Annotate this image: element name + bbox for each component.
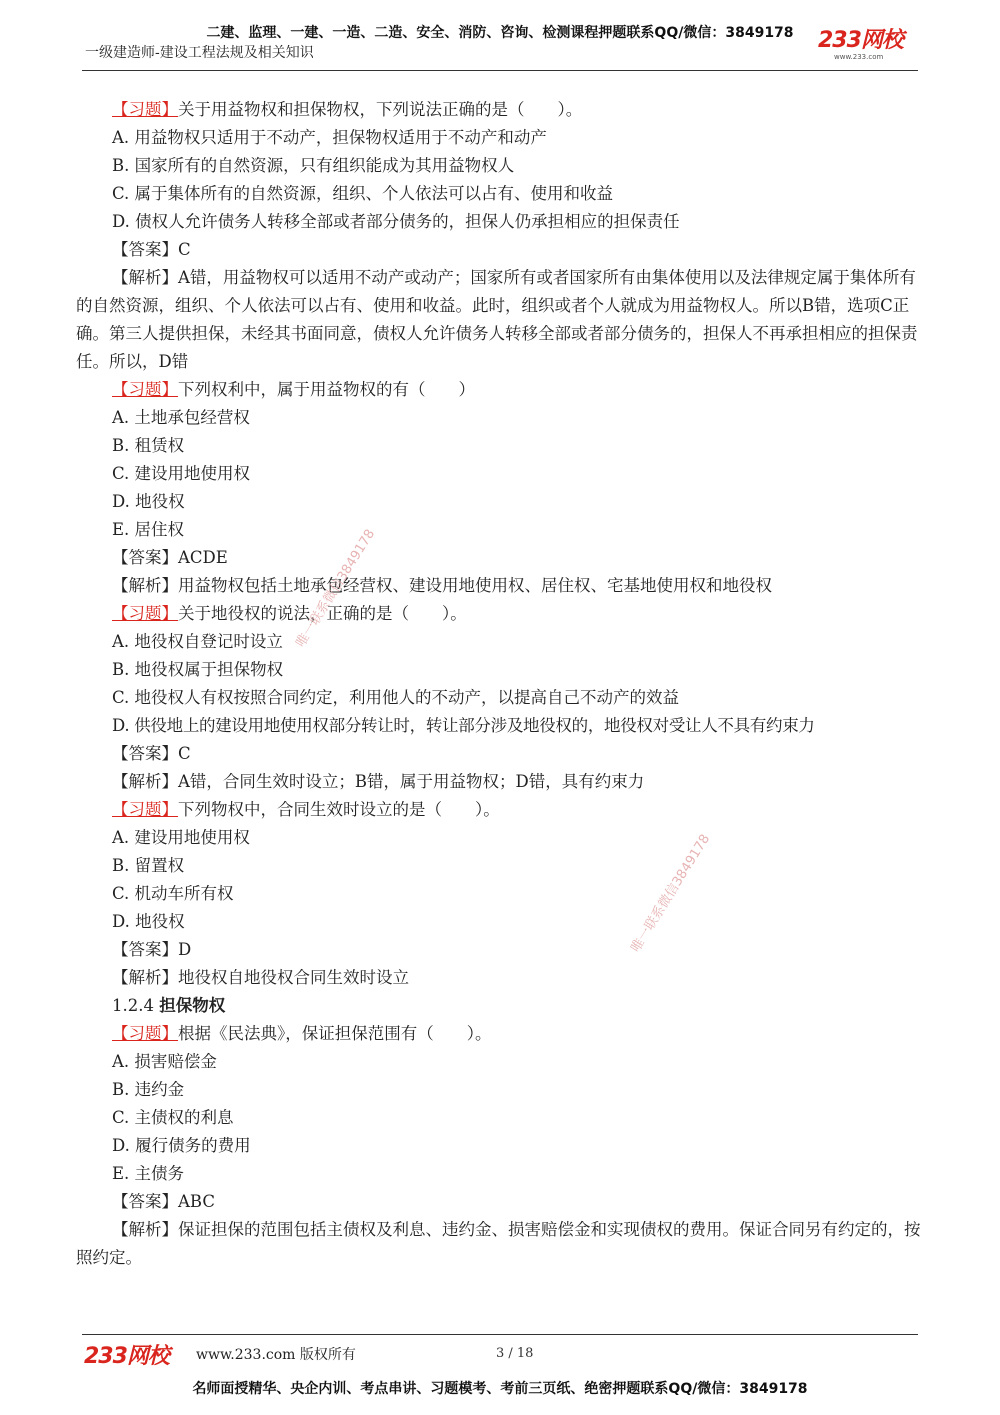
option: D. 供役地上的建设用地使用权部分转让时，转让部分涉及地役权的，地役权对受让人不具有约束力 [112,716,815,735]
exercise-tag: 【习题】 [112,1024,178,1043]
option: C. 地役权人有权按照合同约定，利用他人的不动产，以提高自己不动产的效益 [112,688,680,707]
section-heading [76,992,924,1020]
answer: 【答案】ACDE [112,548,228,567]
question-text: 下列权利中，属于用益物权的有（ ） [178,380,475,399]
option: A. 土地承包经营权 [112,408,250,427]
analysis-text: 保证担保的范围包括主债权及利息、违约金、损害赔偿金和实现债权的费用。保证合同另有约定的，按照约定。 [76,1220,921,1267]
question-text: 关于用益物权和担保物权，下列说法正确的是（ ）。 [178,100,583,119]
analysis-text: A错，合同生效时设立；B错，属于用益物权；D错，具有约束力 [178,772,645,791]
option: A. 地役权自登记时设立 [112,632,283,651]
question-stem [76,376,924,404]
section-number: 1.2.4 [112,996,154,1015]
watermark: 唯一联系微信3849178 [628,831,714,956]
question-stem [76,600,924,628]
option: A. 损害赔偿金 [112,1052,217,1071]
footer-logo: 233网校 [84,1344,169,1369]
option: C. 机动车所有权 [112,884,234,903]
exercise-tag: 【习题】 [112,100,178,119]
logo-url: www.233.com [834,53,884,61]
option: D. 债权人允许债务人转移全部或者部分债务的，担保人仍承担相应的担保责任 [112,212,680,231]
analysis-label: 【解析】 [112,576,178,595]
option: D. 地役权 [112,492,185,511]
page-content [76,96,924,1272]
option: B. 留置权 [112,856,185,875]
analysis-text: A错，用益物权可以适用不动产或动产；国家所有或者国家所有由集体使用以及法律规定属于集体所有的自然资源，组织、个人依法可以占有、使用和收益。此时，组织或者个人就成为用益物权人。所以B错，选项C正确。第三人提供担保，未经其书面同意，债权人允许债务人转移全部或者部分债务的，担保人不再承担相应的担保责任。所以，D错 [76,268,918,371]
header-divider [82,70,918,71]
option: A. 用益物权只适用于不动产，担保物权适用于不动产和动产 [112,128,547,147]
analysis-label: 【解析】 [112,968,178,987]
footer-contact-line: 名师面授精华、央企内训、考点串讲、习题模考、考前三页纸、绝密押题联系QQ/微信：3849178 [192,1381,808,1397]
option: B. 租赁权 [112,436,185,455]
analysis-text: 用益物权包括土地承包经营权、建设用地使用权、居住权、宅基地使用权和地役权 [178,576,772,595]
exercise-tag: 【习题】 [112,800,178,819]
analysis-label: 【解析】 [112,268,178,287]
analysis [76,264,924,376]
option: C. 属于集体所有的自然资源，组织、个人依法可以占有、使用和收益 [112,184,614,203]
document-subtitle: 一级建造师-建设工程法规及相关知识 [85,45,314,61]
answer: 【答案】D [112,940,192,959]
question-text: 下列物权中，合同生效时设立的是（ ）。 [178,800,500,819]
answer: 【答案】C [112,240,191,259]
exercise-tag: 【习题】 [112,604,178,623]
analysis-label: 【解析】 [112,1220,178,1239]
logo-text: 233网校 [818,28,903,53]
analysis [76,768,924,796]
option: B. 地役权属于担保物权 [112,660,284,679]
question-text: 根据《民法典》，保证担保范围有（ ）。 [178,1024,492,1043]
section-title: 担保物权 [159,996,226,1015]
header-contact-line: 二建、监理、一建、一造、二造、安全、消防、咨询、检测课程押题联系QQ/微信：3849178 [206,25,794,41]
question-text: 关于地役权的说法，正确的是（ ）。 [178,604,467,623]
option: A. 建设用地使用权 [112,828,250,847]
analysis [76,964,924,992]
footer-copyright: www.233.com 版权所有 [196,1347,356,1363]
question-stem [76,96,924,124]
page-number: 3 / 18 [496,1346,534,1361]
option: E. 主债务 [112,1164,185,1183]
option: D. 地役权 [112,912,185,931]
analysis [76,1216,924,1272]
answer: 【答案】C [112,744,191,763]
answer: 【答案】ABC [112,1192,215,1211]
option: D. 履行债务的费用 [112,1136,251,1155]
analysis-text: 地役权自地役权合同生效时设立 [178,968,409,987]
analysis [76,572,924,600]
question-stem [76,796,924,824]
exercise-tag: 【习题】 [112,380,178,399]
option: E. 居住权 [112,520,185,539]
brand-logo [818,30,918,62]
option: B. 国家所有的自然资源，只有组织能成为其用益物权人 [112,156,515,175]
footer-divider [82,1334,918,1335]
option: C. 主债权的利息 [112,1108,234,1127]
question-stem [76,1020,924,1048]
analysis-label: 【解析】 [112,772,178,791]
watermark: 唯一联系微信3849178 [293,526,379,651]
option: B. 违约金 [112,1080,185,1099]
option: C. 建设用地使用权 [112,464,251,483]
